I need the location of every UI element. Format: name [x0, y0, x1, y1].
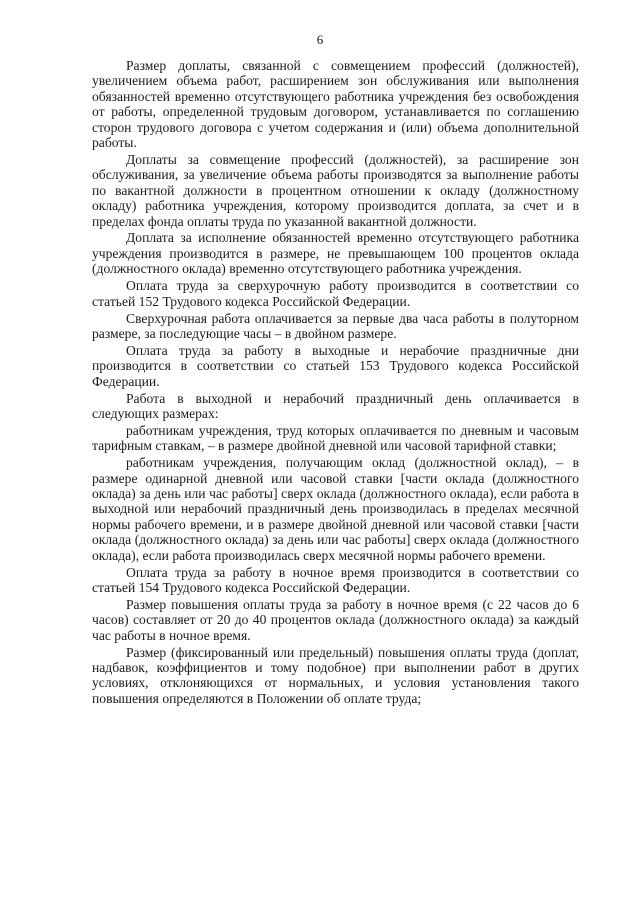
paragraph-vacancy-surcharge: Доплаты за совмещение профессий (должностей), за расширение зон обслуживания, за увеличение объема работы производятся за выполнение работы по вакантной должности в процентном отношении к окладу (должностному окладу) работника учреждения, которому производится доплата, за счет и в пределах фонда оплаты труда по указанной вакантной должности.: [92, 151, 579, 229]
paragraph-night-rate: Размер повышения оплаты труда за работу в ночное время (с 22 часов до 6 часов) составляет от 20 до 40 процентов оклада (должностного оклада) за каждый час работы в ночное время.: [92, 596, 579, 643]
paragraph-absent-worker-surcharge: Доплата за исполнение обязанностей временно отсутствующего работника учреждения производится в размере, не превышающем 100 процентов оклада (должностного оклада) временно отсутствующего работника учреждения.: [92, 230, 579, 277]
paragraph-combination-surcharge: Размер доплаты, связанной с совмещением профессий (должностей), увеличением объема работ, расширением зон обслуживания или выполнения обязанностей временно отсутствующего работника учреждения без освобождения от работы, определенной трудовым договором, устанавливается по соглашению сторон трудового договора с учетом содержания и (или) объема дополнительной работы.: [92, 58, 579, 151]
paragraph-night-article: Оплата труда за работу в ночное время производится в соответствии со статьей 154 Трудового кодекса Российской Федерации.: [92, 564, 579, 595]
document-body: [92, 58, 579, 708]
paragraph-holiday-intro: Работа в выходной и нерабочий праздничный день оплачивается в следующих размерах:: [92, 390, 579, 421]
paragraph-other-conditions: Размер (фиксированный или предельный) повышения оплаты труда (доплат, надбавок, коэффициентов и тому подобное) при выполнении работ в других условиях, отклоняющихся от нормальных, и условия установления такого повышения определяются в Положении об оплате труда;: [92, 644, 579, 706]
paragraph-holiday-article: Оплата труда за работу в выходные и нерабочие праздничные дни производится в соответствии со статьей 153 Трудового кодекса Российской Федерации.: [92, 342, 579, 389]
paragraph-holiday-tariff-workers: работникам учреждения, труд которых оплачивается по дневным и часовым тарифным ставкам, – в размере двойной дневной или часовой тарифной ставки;: [92, 422, 579, 454]
page-number: 6: [316, 32, 324, 47]
paragraph-overtime-article: Оплата труда за сверхурочную работу производится в соответствии со статьей 152 Трудового кодекса Российской Федерации.: [92, 278, 579, 309]
paragraph-overtime-rates: Сверхурочная работа оплачивается за первые два часа работы в полуторном размере, за последующие часы – в двойном размере.: [92, 310, 579, 341]
paragraph-holiday-salaried-workers: работникам учреждения, получающим оклад (должностной оклад), – в размере одинарной дневной или часовой ставки [части оклада (должностного оклада) за день или час работы] сверх оклада (должностного оклада), если работа в выходной или нерабочий праздничный день производилась в пределах месячной нормы рабочего времени, и в размере двойной дневной или часовой ставки [части оклада (должностного оклада) за день или час работы] сверх оклада (должностного оклада), если работа производилась сверх месячной нормы рабочего времени.: [92, 455, 579, 563]
